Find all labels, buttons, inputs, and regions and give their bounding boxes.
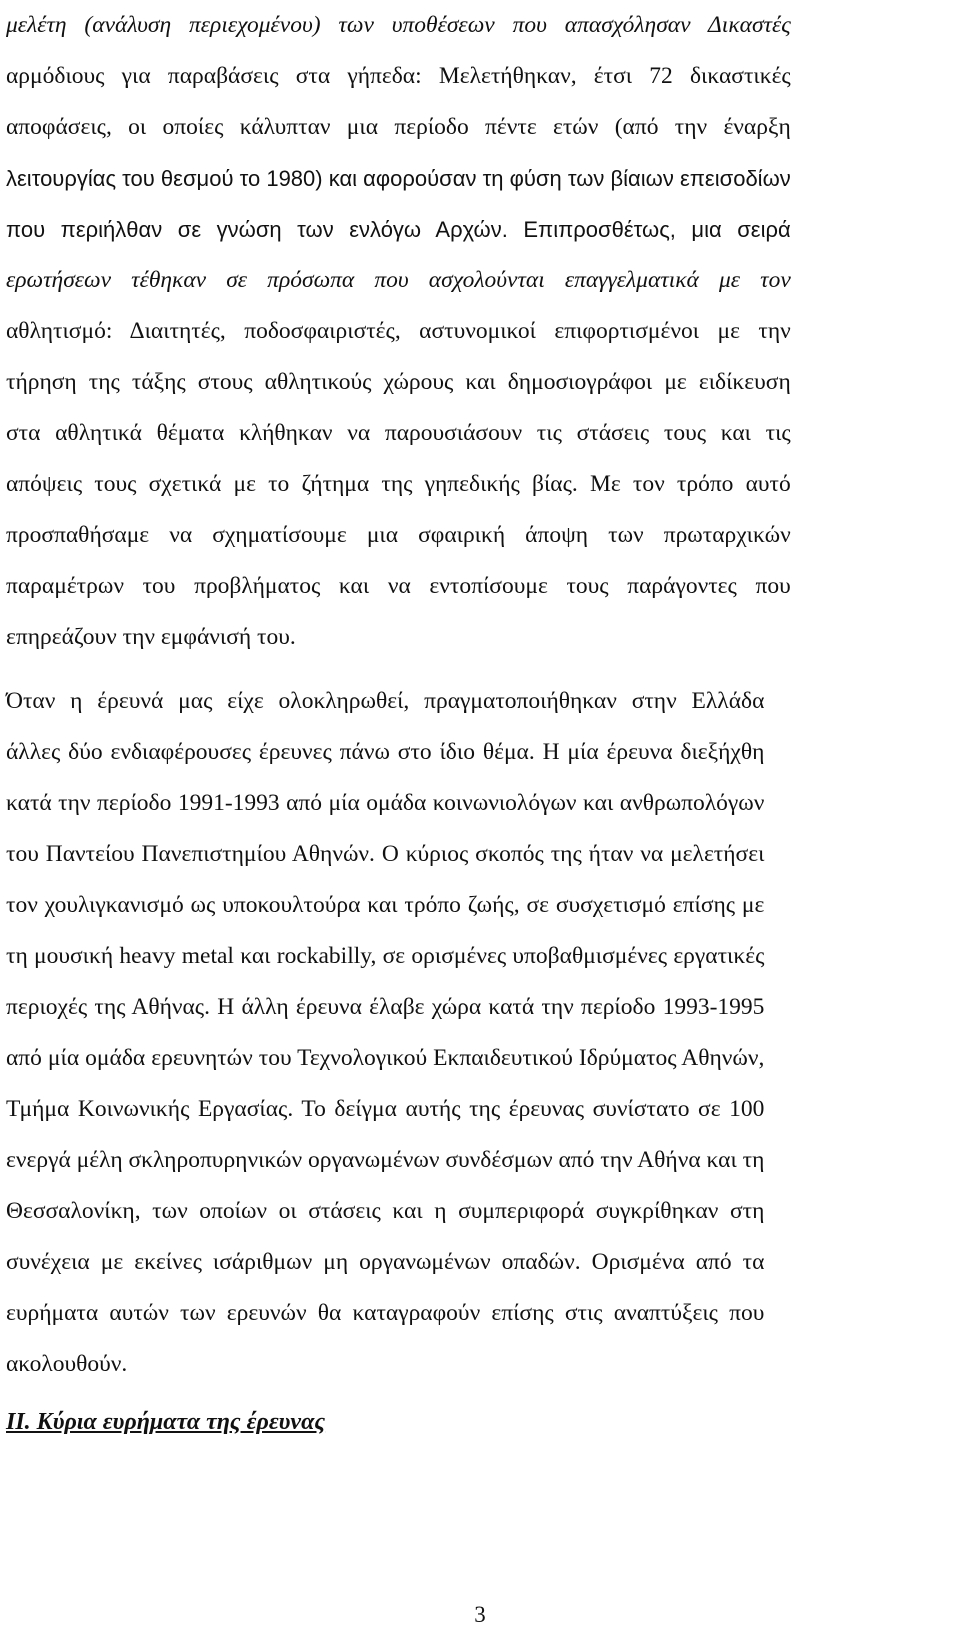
text-line: τον χουλιγκανισμό ως υποκουλτούρα και τρόπο ζωής, σε συσχετισμό επίσης με	[6, 892, 765, 918]
page-number: 3	[474, 1602, 486, 1627]
text-line: αποφάσεις, οι οποίες κάλυπταν μια περίοδο πέντε ετών (από την έναρξη	[6, 114, 791, 140]
text-line: προσπαθήσαμε να σχηματίσουμε μια σφαιρική άποψη των πρωταρχικών	[6, 522, 791, 548]
text-line: Τμήμα Κοινωνικής Εργασίας. Το δείγμα αυτής της έρευνας συνίστατο σε 100	[6, 1096, 765, 1122]
text-line: απόψεις τους σχετικά με το ζήτημα της γηπεδικής βίας. Με τον τρόπο αυτό	[6, 471, 791, 497]
text-line: του Παντείου Πανεπιστημίου Αθηνών. Ο κύριος σκοπός της ήταν να μελετήσει	[6, 841, 765, 867]
text-line: Θεσσαλονίκη, των οποίων οι στάσεις και η συμπεριφορά συγκρίθηκαν στη	[6, 1198, 765, 1224]
text-line: άλλες δύο ενδιαφέρουσες έρευνες πάνω στο ίδιο θέμα. Η μία έρευνα διεξήχθη	[6, 739, 765, 765]
text-line: ερωτήσεων τέθηκαν σε πρόσωπα που ασχολούνται επαγγελματικά με τον	[6, 267, 791, 293]
text-line: από μία ομάδα ερευνητών του Τεχνολογικού Εκπαιδευτικού Ιδρύματος Αθηνών,	[6, 1045, 765, 1071]
text-line: λειτουργίας του θεσμού το 1980) και αφορούσαν τη φύση των βίαιων επεισοδίων	[6, 166, 791, 191]
text-line: μελέτη (ανάλυση περιεχομένου) των υποθέσεων που απασχόλησαν Δικαστές	[6, 12, 791, 38]
text-line: συνέχεια με εκείνες ισάριθμων μη οργανωμένων οπαδών. Ορισμένα από τα	[6, 1249, 765, 1275]
text-line: τήρηση της τάξης στους αθλητικούς χώρους και δημοσιογράφοι με ειδίκευση	[6, 369, 791, 395]
text-line: επηρεάζουν την εμφάνισή του.	[6, 624, 296, 650]
text-line: αθλητισμό: Διαιτητές, ποδοσφαιριστές, αστυνομικοί επιφορτισμένοι με την	[6, 318, 791, 344]
text-line: παραμέτρων του προβλήματος και να εντοπίσουμε τους παράγοντες που	[6, 573, 791, 599]
section-heading: II. Κύρια ευρήματα της έρευνας	[6, 1409, 326, 1435]
text-line: ενεργά μέλη σκληροπυρηνικών οργανωμένων συνδέσμων από την Αθήνα και τη	[6, 1147, 765, 1173]
paragraph-other-studies	[6, 676, 764, 1390]
text-line: που περιήλθαν σε γνώση των ενλόγω Αρχών. Επιπροσθέτως, μια σειρά	[6, 217, 791, 242]
text-line: Όταν η έρευνά μας είχε ολοκληρωθεί, πραγματοποιήθηκαν στην Ελλάδα	[6, 688, 765, 714]
text-line: κατά την περίοδο 1991-1993 από μία ομάδα κοινωνιολόγων και ανθρωπολόγων	[6, 790, 765, 816]
text-line: περιοχές της Αθήνας. Η άλλη έρευνα έλαβε χώρα κατά την περίοδο 1993-1995	[6, 994, 765, 1020]
text-line: αρμόδιους για παραβάσεις στα γήπεδα: Μελετήθηκαν, έτσι 72 δικαστικές	[6, 63, 791, 89]
paragraph-methodology	[6, 0, 791, 663]
text-line: τη μουσική heavy metal και rockabilly, σε ορισμένες υποβαθμισμένες εργατικές	[6, 943, 765, 969]
text-line: ευρήματα αυτών των ερευνών θα καταγραφούν επίσης στις αναπτύξεις που	[6, 1300, 765, 1326]
text-line: ακολουθούν.	[6, 1351, 128, 1377]
text-line: στα αθλητικά θέματα κλήθηκαν να παρουσιάσουν τις στάσεις τους και τις	[6, 420, 791, 446]
